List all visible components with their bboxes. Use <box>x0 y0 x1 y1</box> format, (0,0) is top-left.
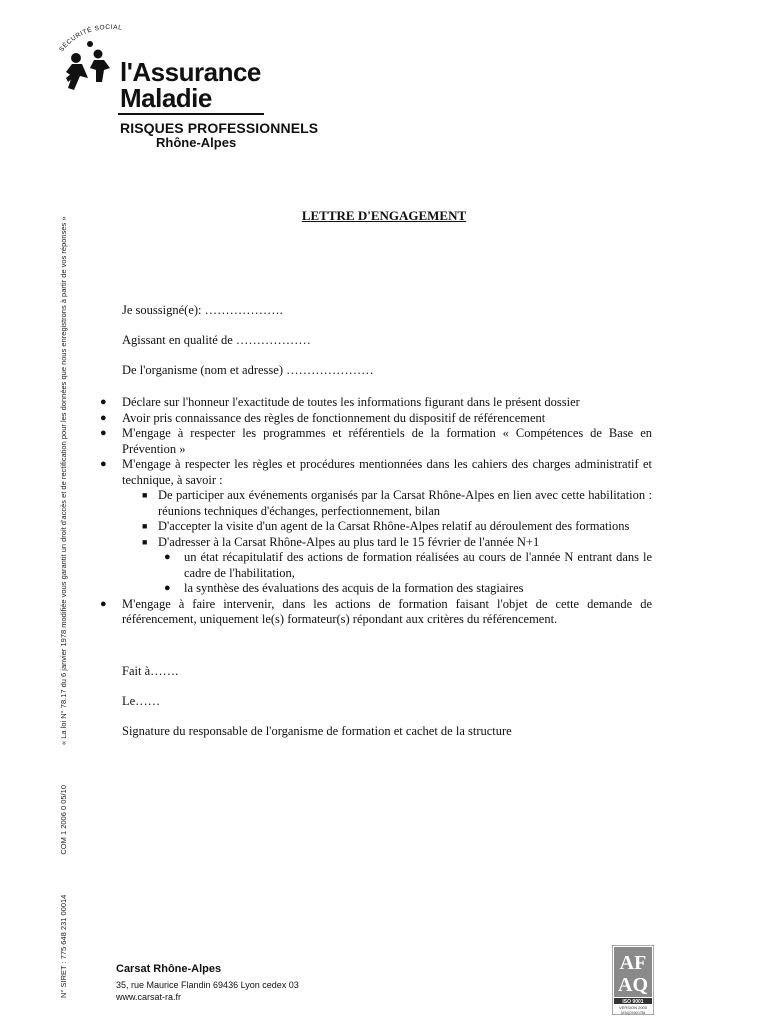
sub-list-item: ■ D'accepter la visite d'un agent de la Carsat Rhône-Alpes relatif au déroulement des formations <box>142 519 630 533</box>
field-quality: Agissant en qualité de ……………… <box>122 333 311 347</box>
logo-divider <box>118 113 264 115</box>
legal-notice: « La loi N° 78.17 du 6 janvier 1978 modifiée vous garantit un droit d'accès et de rectification pour les données que nous enregistrons à partir de vos réponses » <box>59 216 68 745</box>
list-item: ● M'engage à respecter les programmes et référentiels de la formation « Compétences de Base en Prévention » <box>100 426 652 456</box>
sub-list-item: ■ De participer aux événements organisés par la Carsat Rhône-Alpes en lien avec cette habilitation : réunions techniques d'échanges, perfectionnement, bilan <box>142 488 652 518</box>
region-name: Rhône-Alpes <box>156 135 237 150</box>
division-name: RISQUES PROFESSIONNELS <box>120 120 319 136</box>
commitment-list <box>100 395 652 628</box>
footer-address: 35, rue Maurice Flandin 69436 Lyon cedex 03 <box>116 980 299 990</box>
svg-text:SÉCURITÉ SOCIALE: SÉCURITÉ SOCIAL <box>58 23 123 52</box>
siret-number: N° SIRET : 775 648 231 00014 <box>59 894 68 998</box>
svg-text:AQ: AQ <box>618 974 648 996</box>
svg-text:AF: AF <box>619 952 647 974</box>
field-organisation: De l'organisme (nom et adresse) ………………… <box>122 363 374 377</box>
side-legal-strip <box>58 216 70 998</box>
date-field: Le…… <box>122 694 161 708</box>
svg-text:AFAQ/2000/1758: AFAQ/2000/1758 <box>620 1011 646 1015</box>
brand-line-1: l'Assurance <box>120 57 261 87</box>
list-item: ● Déclare sur l'honneur l'exactitude de toutes les informations figurant dans le présent dossier <box>100 395 580 409</box>
list-item: ● M'engage à respecter les règles et procédures mentionnées dans les cahiers des charges administratif et technique, à savoir : <box>100 457 652 487</box>
signature-line: Signature du responsable de l'organisme de formation et cachet de la structure <box>122 724 512 738</box>
list-item: ● Avoir pris connaissance des règles de fonctionnement du dispositif de référencement <box>100 410 546 425</box>
sub-sub-list-item: ● la synthèse des évaluations des acquis de la formation des stagiaires <box>164 581 524 595</box>
document-title: LETTRE D'ENGAGEMENT <box>301 208 467 223</box>
list-item: ● M'engage à faire intervenir, dans les actions de formation faisant l'objet de cette demande de référencement, uniquement le(s) formateur(s) répondant aux critères du référencement. <box>100 596 652 626</box>
logo-arc-text <box>54 22 144 52</box>
document-reference: COM 1 2006 0 05/10 <box>59 785 68 855</box>
svg-text:ISO 9001: ISO 9001 <box>622 999 644 1005</box>
fait-a-field: Fait à……. <box>122 664 179 678</box>
field-name: Je soussigné(e): ………………. <box>122 303 283 317</box>
footer-organisation: Carsat Rhône-Alpes <box>116 963 222 975</box>
sub-list-item: ■ D'adresser à la Carsat Rhône-Alpes au plus tard le 15 février de l'année N+1 <box>142 534 540 549</box>
footer-website: www.carsat-ra.fr <box>116 992 182 1002</box>
brand-line-2: Maladie <box>120 83 212 113</box>
svg-text:VERSION 2000: VERSION 2000 <box>618 1005 648 1010</box>
afaq-certification-icon <box>612 945 654 1015</box>
sub-sub-list-item: ● un état récapitulatif des actions de formation réalisées au cours de l'année N entrant dans le cadre de l'habilitation, <box>164 550 652 580</box>
